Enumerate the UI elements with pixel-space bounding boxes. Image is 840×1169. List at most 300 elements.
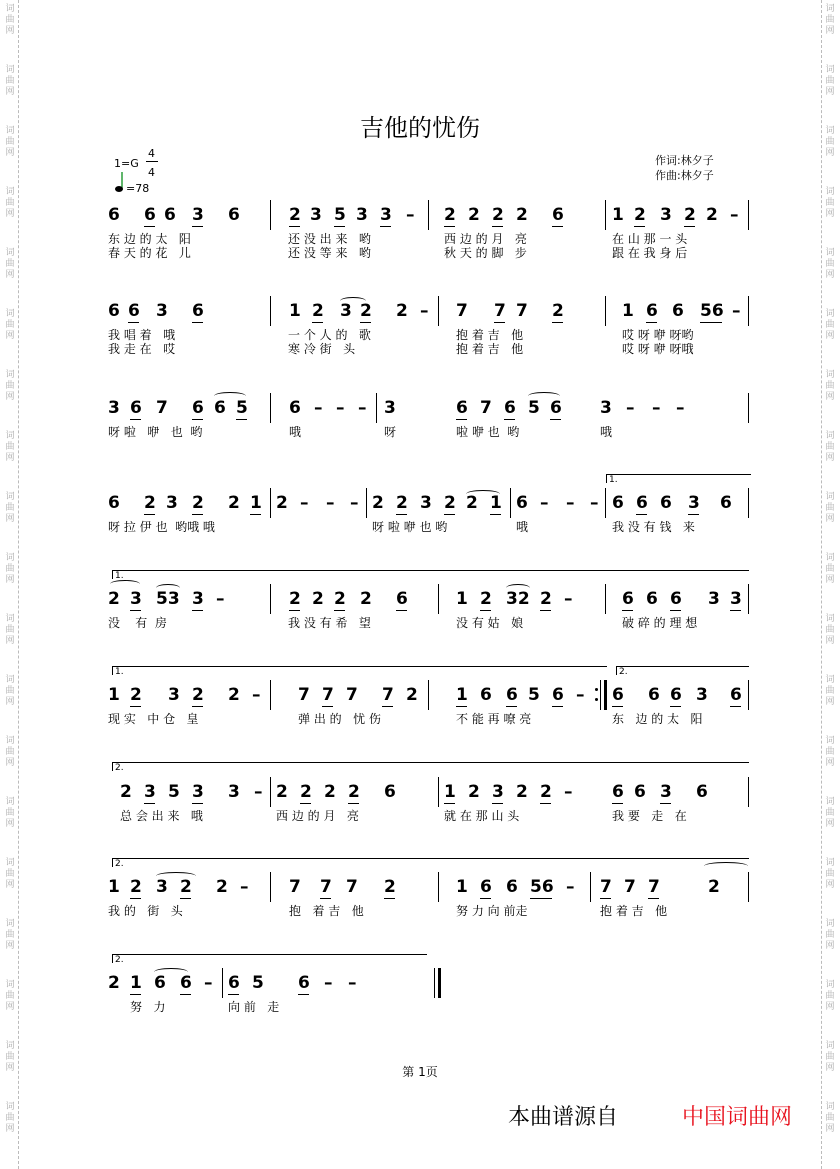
watermark-text: 词曲网 [825,187,835,219]
underline-beam [396,610,407,611]
note: 2 [108,589,120,609]
watermark-text: 词曲网 [825,370,835,402]
bar-line [270,296,271,326]
note: 1 [612,205,624,225]
watermark-text: 词曲网 [5,1041,15,1073]
final-bar-thin [434,968,435,998]
volta-number: 2. [115,955,124,965]
lyric-line-1: 西 边 的 月 亮 [276,809,359,823]
note: 3 [192,205,204,225]
note: 1 [108,685,120,705]
note: 3 [192,589,204,609]
note: 3 [168,685,180,705]
note: 6 [552,205,564,225]
note: 1 [130,973,142,993]
underline-beam [646,322,657,323]
note: 3 [420,493,432,513]
note: 6 [480,877,492,897]
repeat-bar-thick [604,680,607,710]
underline-beam [494,322,505,323]
note: 2 [468,205,480,225]
watermark-text: 词曲网 [5,553,15,585]
note: 7 [298,685,310,705]
note: 7 [382,685,394,705]
note: 3 [156,877,168,897]
volta-bracket [112,762,749,771]
bar-line [438,872,439,902]
note: 7 [346,877,358,897]
volta-number: 1. [115,667,124,677]
repeat-dot [595,688,598,691]
underline-beam [192,514,203,515]
underline-beam [130,706,141,707]
underline-beam [192,803,203,804]
bar-line [748,872,749,902]
repeat-bar-thin [600,680,601,710]
note: 6 [720,493,732,513]
note: – [406,205,415,225]
note: – [676,398,685,418]
bar-line [428,200,429,230]
note: 6 [154,973,166,993]
note: 2 [466,493,478,513]
note: 7 [156,398,168,418]
note: 6 [646,301,658,321]
note: – [348,973,357,993]
bar-line [605,296,606,326]
note: 2 [552,301,564,321]
tempo-marking: =78 [126,182,150,195]
watermark-text: 词曲网 [825,980,835,1012]
lyric-line-1: 哦 [600,425,613,439]
note: 6 [660,493,672,513]
lyric-line-2: 跟 在 我 身 后 [612,246,688,260]
time-signature-top: 4 [148,147,155,160]
note: 6 [128,301,140,321]
underline-beam [480,610,491,611]
tie-slur [704,862,748,870]
note: 1 [456,685,468,705]
volta-bracket [112,570,749,579]
note: 7 [456,301,468,321]
note: 3 [144,782,156,802]
note: 6 [622,589,634,609]
volta-number: 1. [115,571,124,581]
underline-beam [130,419,141,420]
tie-slur [528,392,560,400]
watermark-text: 词曲网 [5,309,15,341]
watermark-text: 词曲网 [825,553,835,585]
lyric-line-1: 就 在 那 山 头 [444,809,520,823]
bar-line [270,777,271,807]
underline-beam [192,322,203,323]
underline-beam [300,803,311,804]
note: 3 [356,205,368,225]
watermark-text: 词曲网 [825,1041,835,1073]
note: 2 [360,301,372,321]
bar-line [748,584,749,614]
lyric-line-1: 抱 着 吉 他 [456,328,524,342]
underline-beam [192,419,203,420]
underline-beam [444,514,455,515]
note: 3 [696,685,708,705]
note: 6 [289,398,301,418]
underline-beam [322,706,333,707]
note: 7 [289,877,301,897]
lyric-line-1: 没 有 房 [108,616,167,630]
note: 3 [166,493,178,513]
lyric-line-1: 东 边 的 太 阳 [612,712,703,726]
volta-bracket [112,858,749,867]
underline-beam [552,706,563,707]
note: 6 [504,398,516,418]
underline-beam [289,226,300,227]
tie-slur [154,968,188,976]
note: 6 [634,782,646,802]
note: – [566,877,575,897]
underline-beam [636,514,647,515]
underline-beam [684,226,695,227]
lyric-line-2: 抱 着 吉 他 [456,342,524,356]
note: 6 [552,685,564,705]
note: 6 [646,589,658,609]
note: 6 [612,493,624,513]
underline-beam [540,803,551,804]
note: 1 [456,589,468,609]
note: 5 [168,782,180,802]
underline-beam [144,803,155,804]
note: – [564,589,573,609]
note: – [420,301,429,321]
note: 5 [236,398,248,418]
watermark-text: 词曲网 [5,431,15,463]
bar-line [748,200,749,230]
watermark-text: 词曲网 [5,492,15,524]
note: 7 [648,877,660,897]
note: 3 [380,205,392,225]
note: 2 [276,782,288,802]
lyric-line-1: 呀 拉 伊 也 哟哦 哦 [108,520,215,534]
note: – [240,877,249,897]
lyric-line-1: 我 要 走 在 [612,809,687,823]
lyric-line-1: 弹 出 的 忧 伤 [298,712,381,726]
watermark-text: 词曲网 [825,492,835,524]
watermark-text: 词曲网 [825,431,835,463]
watermark-text: 词曲网 [5,187,15,219]
note: 2 [228,685,240,705]
bar-line [366,488,367,518]
tie-slur [340,297,366,305]
note: 6 [730,685,742,705]
note: 2 [120,782,132,802]
note: 53 [156,589,180,609]
note: 7 [624,877,636,897]
note: 2 [348,782,360,802]
note: 2 [396,493,408,513]
page-number: 第 1页 [402,1065,438,1079]
lyric-line-2: 我 走 在 哎 [108,342,176,356]
underline-beam [444,803,455,804]
note: 1 [490,493,502,513]
note: 5 [528,685,540,705]
note: 6 [108,205,120,225]
lyric-line-2: 秋 天 的 脚 步 [444,246,527,260]
note: 3 [600,398,612,418]
underline-beam [384,898,395,899]
source-label: 本曲谱源自 [508,1105,619,1130]
underline-beam [600,898,611,899]
lyric-line-1: 西 边 的 月 亮 [444,232,527,246]
note: 7 [480,398,492,418]
underline-beam [552,322,563,323]
note: 2 [444,493,456,513]
underline-beam [612,706,623,707]
final-bar-thick [438,968,441,998]
note: 2 [228,493,240,513]
note: 56 [700,301,724,321]
note: 2 [406,685,418,705]
note: – [564,782,573,802]
bar-line [270,680,271,710]
underline-beam [228,994,239,995]
note: 2 [372,493,384,513]
watermark-text: 词曲网 [825,614,835,646]
composer-credit: 作曲:林夕子 [655,169,714,182]
tie-slur [110,580,140,588]
note: 2 [468,782,480,802]
underline-beam [144,514,155,515]
bar-line [438,777,439,807]
underline-beam [298,994,309,995]
note: 2 [312,589,324,609]
bar-line [605,584,606,614]
note: 2 [384,877,396,897]
note: 6 [130,398,142,418]
note: 6 [456,398,468,418]
underline-beam [552,226,563,227]
note: 1 [456,877,468,897]
watermark-text: 词曲网 [825,309,835,341]
note: – [252,685,261,705]
underline-beam [730,706,741,707]
note: 6 [648,685,660,705]
note: 2 [396,301,408,321]
watermark-text: 词曲网 [5,614,15,646]
underline-beam [192,610,203,611]
bar-line [270,200,271,230]
watermark-text: 词曲网 [825,736,835,768]
bar-line [270,393,271,423]
note: 2 [192,493,204,513]
note: 5 [528,398,540,418]
note: 2 [708,877,720,897]
note: 6 [636,493,648,513]
underline-beam [334,610,345,611]
underline-beam [380,226,391,227]
lyric-line-1: 哦 [516,520,529,534]
bar-line [438,296,439,326]
lyric-line-1: 努 力 [130,1000,166,1014]
note: 7 [600,877,612,897]
note: 3 [340,301,352,321]
volta-bracket [112,666,607,675]
watermark-text: 词曲网 [825,65,835,97]
underline-beam [312,322,323,323]
note: – [590,493,599,513]
note: 3 [192,782,204,802]
watermark-text: 词曲网 [825,4,835,36]
note: 3 [130,589,142,609]
note: – [314,398,323,418]
note: 6 [144,205,156,225]
underline-beam [700,322,722,323]
watermark-text: 词曲网 [5,1102,15,1134]
note: – [576,685,585,705]
underline-beam [192,226,203,227]
note: 3 [660,205,672,225]
underline-beam [396,514,407,515]
note: 5 [252,973,264,993]
note: – [566,493,575,513]
watermark-text: 词曲网 [5,858,15,890]
bar-line [590,872,591,902]
note: 2 [516,205,528,225]
underline-beam [334,226,345,227]
underline-beam [128,322,139,323]
underline-beam [320,898,331,899]
watermark-text: 词曲网 [825,797,835,829]
note: 1 [444,782,456,802]
bar-line [376,393,377,423]
watermark-text: 词曲网 [825,675,835,707]
watermark-text: 词曲网 [5,675,15,707]
note: 2 [334,589,346,609]
underline-beam [506,706,517,707]
lyric-line-1: 向 前 走 [228,1000,280,1014]
note: 2 [684,205,696,225]
underline-beam [490,514,501,515]
watermark-text: 词曲网 [5,370,15,402]
note: 3 [688,493,700,513]
bar-line [748,488,749,518]
note: – [326,493,335,513]
lyric-line-1: 哦 [289,425,302,439]
note: 6 [506,877,518,897]
note: – [626,398,635,418]
note: 2 [144,493,156,513]
watermark-text: 词曲网 [5,126,15,158]
note: 6 [108,493,120,513]
lyric-line-1: 一 个 人 的 歌 [288,328,371,342]
note: 2 [289,589,301,609]
note: 6 [506,685,518,705]
watermark-text: 词曲网 [5,4,15,36]
lyric-line-1: 在 山 那 一 头 [612,232,688,246]
note: 3 [310,205,322,225]
watermark-text: 词曲网 [825,248,835,280]
note: 6 [396,589,408,609]
note: 1 [622,301,634,321]
lyric-line-2: 还 没 等 来 哟 [288,246,371,260]
note: – [732,301,741,321]
watermark-text: 词曲网 [5,919,15,951]
note: 56 [530,877,554,897]
note: 6 [550,398,562,418]
underline-beam [670,610,681,611]
note: 6 [298,973,310,993]
bar-line [748,393,749,423]
bar-line [270,584,271,614]
note: 2 [130,685,142,705]
lyric-line-1: 啦 咿 也 哟 [456,425,520,439]
note: 2 [276,493,288,513]
note: 3 [108,398,120,418]
underline-beam [130,610,141,611]
underline-beam [480,898,491,899]
note: 7 [494,301,506,321]
note: – [204,973,213,993]
tie-slur [156,872,196,880]
note: 6 [670,685,682,705]
time-signature-bottom: 4 [148,166,155,179]
note: 2 [634,205,646,225]
note: 1 [108,877,120,897]
underline-beam [180,898,191,899]
note: – [350,493,359,513]
bar-line [748,296,749,326]
underline-beam [504,419,515,420]
lyric-line-1: 呀 啦 咿 也 哟 [372,520,448,534]
note: 2 [300,782,312,802]
note: 6 [228,973,240,993]
underline-beam [730,610,741,611]
underline-beam [660,803,671,804]
underline-beam [456,419,467,420]
volta-bracket [112,954,427,963]
note: 6 [480,685,492,705]
watermark-text: 词曲网 [5,65,15,97]
underline-beam [348,803,359,804]
lyric-line-1: 现 实 中 仓 皇 [108,712,199,726]
note: 6 [670,589,682,609]
watermark-text: 词曲网 [5,736,15,768]
note: 6 [164,205,176,225]
bar-line [270,872,271,902]
source-site-link[interactable]: 中国词曲网 [682,1105,793,1130]
underline-beam [192,706,203,707]
lyric-line-1: 抱 着 吉 他 [289,904,364,918]
underline-beam [540,610,551,611]
underline-beam [360,322,371,323]
underline-beam [670,706,681,707]
bar-line [438,584,439,614]
lyric-line-1: 不 能 再 嘹 亮 [456,712,532,726]
tie-slur [214,392,246,400]
note: 3 [384,398,396,418]
note: 2 [444,205,456,225]
bar-line [222,968,223,998]
bar-line [748,777,749,807]
note: 3 [660,782,672,802]
note: 1 [250,493,262,513]
note: 6 [516,493,528,513]
lyric-line-1: 呀 啦 咿 也 哟 [108,425,203,439]
key-signature: 1=G [114,157,139,170]
note: 6 [108,301,120,321]
note: 6 [696,782,708,802]
lyric-line-1: 总 会 出 来 哦 [120,809,203,823]
lyric-line-1: 我 唱 着 哦 [108,328,176,342]
